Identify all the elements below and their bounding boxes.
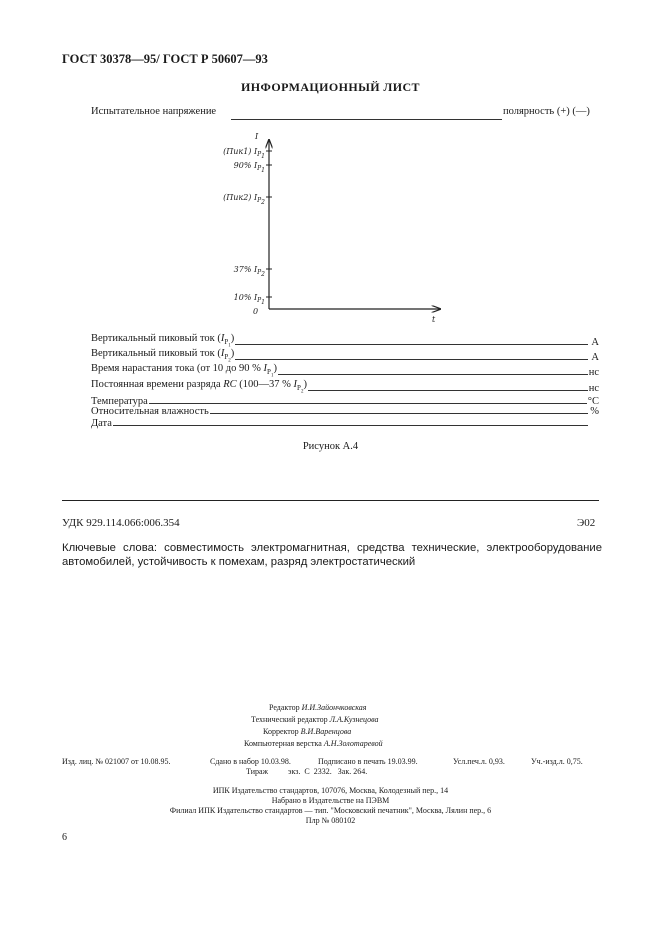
date-field: [91, 418, 599, 429]
field-fill-line: [113, 425, 588, 426]
figure-caption: Рисунок А.4: [302, 441, 359, 452]
current-waveform-graph: [215, 125, 450, 325]
corrector-credit: Корректор В.И.Варенцова: [263, 727, 352, 736]
field-label: Дата: [91, 418, 112, 429]
field-unit: А: [591, 352, 599, 364]
field-label: Постоянная времени разряда RC (100—37 % $I_{P_2}$): [91, 379, 307, 395]
test-voltage-field-line: [231, 119, 502, 120]
field-fill-line: [210, 413, 588, 414]
classification-code: Э02: [577, 517, 596, 529]
polarity-label: полярность (+) (—): [503, 106, 590, 117]
license-info: Изд. лиц. № 021007 от 10.08.95.: [62, 757, 171, 766]
print-run-info: Тираж экз. С 2332. Зак. 264.: [246, 767, 368, 776]
field-unit: %: [590, 406, 599, 417]
publisher-sheets-info: Уч.-изд.л. 0,75.: [531, 757, 583, 766]
keywords: Ключевые слова: совместимость электромагнитная, средства технические, электрооборудование автомобилей, устойчивость к помехам, разряд электростатический: [62, 542, 602, 568]
field-fill-line: [235, 359, 588, 360]
print-sheets-info: Усл.печ.л. 0,93.: [453, 757, 505, 766]
field-fill-line: [149, 403, 587, 404]
page-title: ИНФОРМАЦИОННЫЙ ЛИСТ: [241, 80, 420, 94]
signed-info: Подписано в печать 19.03.99.: [318, 757, 418, 766]
ninety-percent-label: 90% $I_{P1}$: [233, 161, 265, 174]
field-fill-line: [308, 390, 588, 391]
thirty-seven-percent-label: 37% $I_{P2}$: [233, 265, 265, 278]
field-unit: А: [591, 337, 599, 349]
field-fill-line: [278, 374, 588, 375]
field-label: Вертикальный пиковый ток $(I_{P_2})$: [91, 348, 235, 364]
publisher-line-2: Набрано в Издательстве на ПЭВМ: [271, 796, 390, 805]
field-unit: °C: [587, 396, 599, 407]
x-axis-label: t: [432, 315, 436, 324]
publisher-line-1: ИПК Издательство стандартов, 107076, Москва, Колодезный пер., 14: [212, 786, 449, 795]
peak2-label: (Пик2) $I_{P2}$: [223, 193, 265, 206]
test-voltage-label: Испытательное напряжение: [91, 106, 217, 117]
field-label: Относительная влажность: [91, 406, 209, 417]
peak-current-1-field: [91, 333, 599, 348]
udk-code: УДК 929.114.066:006.354: [62, 517, 180, 529]
field-label: Время нарастания тока (от 10 до 90 % $I_{P_1}$): [91, 363, 277, 379]
rise-time-field: [91, 363, 599, 378]
publisher-line-3: Филиал ИПК Издательство стандартов — тип. "Московский печатник", Москва, Лялин пер., 6: [169, 806, 492, 815]
editor-credit: Редактор И.И.Зайончковская: [269, 703, 367, 712]
ten-percent-label: 10% $I_{P1}$: [233, 293, 265, 306]
origin-label: 0: [253, 307, 259, 316]
discharge-time-constant-field: [91, 379, 599, 394]
publisher-line-4: Плр № 080102: [305, 816, 356, 825]
field-label: Вертикальный пиковый ток $(I_{P_1})$: [91, 333, 235, 349]
humidity-field: [91, 406, 599, 417]
document-code-header: ГОСТ 30378—95/ ГОСТ Р 50607—93: [62, 52, 268, 66]
field-unit: нс: [588, 383, 599, 395]
section-divider: [62, 500, 599, 501]
field-label: Температура: [91, 396, 148, 407]
field-unit: нс: [588, 367, 599, 379]
tech-editor-credit: Технический редактор Л.А.Кузнецова: [251, 715, 379, 724]
page-number: 6: [62, 832, 67, 843]
peak-current-2-field: [91, 348, 599, 363]
sent-to-print-info: Сдано в набор 10.03.98.: [210, 757, 291, 766]
layout-credit: Компьютерная верстка А.Н.Золотаревой: [244, 739, 383, 748]
y-axis-label: I: [255, 132, 259, 141]
peak1-label: (Пик1) $I_{P1}$: [223, 147, 265, 160]
field-fill-line: [235, 344, 588, 345]
